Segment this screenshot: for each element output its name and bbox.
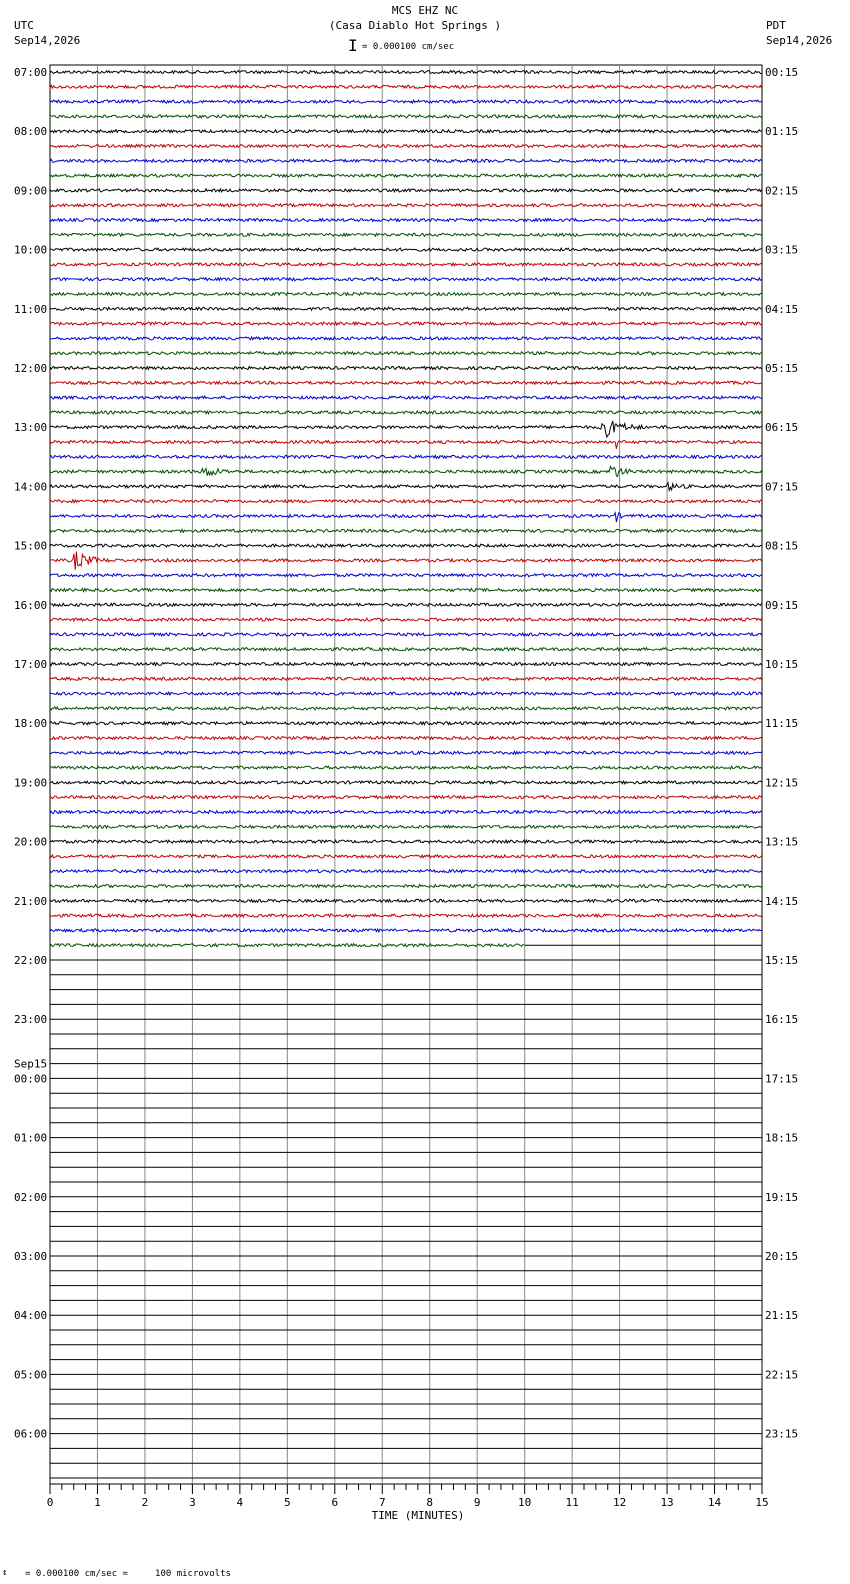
x-tick-label: 0 xyxy=(46,1496,54,1509)
right-time-label: 05:15 xyxy=(765,362,799,375)
left-time-label: 23:00 xyxy=(14,1013,48,1027)
seismic-trace-row xyxy=(50,396,762,399)
x-tick-label: 10 xyxy=(518,1496,532,1509)
right-time-label: 04:15 xyxy=(765,302,799,316)
x-tick-label: 2 xyxy=(141,1496,149,1509)
right-time-label: 22:15 xyxy=(765,1368,799,1382)
seismic-trace-row xyxy=(50,618,762,621)
right-time-label: 14:15 xyxy=(765,894,799,908)
left-time-label: 08:00 xyxy=(14,125,48,139)
seismic-trace-row xyxy=(50,781,762,784)
x-tick-label: 3 xyxy=(189,1496,196,1509)
seismic-trace-row xyxy=(50,589,762,592)
left-time-label: 04:00 xyxy=(14,1309,48,1323)
seismic-trace-row xyxy=(50,885,762,888)
seismic-trace-row xyxy=(50,574,762,577)
seismic-trace-row xyxy=(50,337,762,340)
right-time-label: 19:15 xyxy=(765,1190,799,1204)
seismic-trace-row xyxy=(50,233,762,236)
right-time-label: 08:15 xyxy=(765,539,799,553)
left-time-label: 22:00 xyxy=(14,954,48,967)
seismic-trace-row xyxy=(50,796,762,799)
seismic-trace-row xyxy=(50,174,762,177)
x-tick-label: 9 xyxy=(473,1496,481,1509)
seismic-trace-row xyxy=(50,71,762,74)
seismic-trace-row xyxy=(50,204,762,207)
seismic-trace-row xyxy=(50,603,762,606)
right-time-label: 12:15 xyxy=(765,776,799,790)
left-time-label: 10:00 xyxy=(14,243,48,257)
seismic-trace-row xyxy=(50,500,762,503)
x-tick-label: 14 xyxy=(707,1496,722,1509)
seismic-trace-row xyxy=(50,145,762,148)
x-tick-label: 13 xyxy=(660,1496,674,1509)
left-time-label: 20:00 xyxy=(14,835,48,849)
left-time-label: 00:00 xyxy=(14,1072,48,1086)
footer-scale-text: = 0.000100 cm/sec = 100 microvolts xyxy=(25,1569,231,1579)
seismic-trace-row xyxy=(50,421,762,437)
seismic-trace-row xyxy=(50,722,762,725)
left-time-label: 09:00 xyxy=(14,184,48,198)
seismic-trace-row xyxy=(50,293,762,296)
x-tick-label: 15 xyxy=(755,1496,769,1509)
x-tick-label: 7 xyxy=(378,1496,386,1509)
left-time-label: 17:00 xyxy=(14,658,48,671)
seismic-trace-row xyxy=(50,648,762,651)
x-tick-label: 8 xyxy=(426,1496,434,1509)
right-time-label: 11:15 xyxy=(765,717,799,731)
seismic-trace-row xyxy=(50,840,762,843)
seismic-trace-row xyxy=(50,737,762,740)
seismic-trace-row xyxy=(50,263,762,266)
seismic-trace-row xyxy=(50,929,762,932)
left-date-label: Sep15 xyxy=(14,1057,48,1071)
seismic-trace-row xyxy=(50,466,762,476)
left-time-label: 14:00 xyxy=(14,480,48,494)
x-tick-label: 5 xyxy=(284,1496,291,1509)
seismic-trace-row xyxy=(50,766,762,769)
seismic-trace-row xyxy=(50,411,762,414)
left-time-label: 02:00 xyxy=(14,1190,48,1204)
seismic-trace-row xyxy=(50,899,762,902)
x-tick-label: 11 xyxy=(565,1496,579,1509)
left-time-label: 21:00 xyxy=(14,894,48,908)
seismic-trace-row xyxy=(50,692,762,695)
right-time-label: 09:15 xyxy=(765,598,799,612)
right-time-label: 15:15 xyxy=(765,954,799,967)
right-time-label: 00:15 xyxy=(765,66,799,79)
right-time-label: 16:15 xyxy=(765,1013,799,1027)
right-timezone: PDT xyxy=(766,19,786,32)
seismic-trace-row xyxy=(50,751,762,754)
seismic-trace-row xyxy=(50,811,762,814)
seismic-trace-row xyxy=(50,529,762,532)
seismic-trace-row xyxy=(50,663,762,666)
seismic-trace-row xyxy=(50,455,762,458)
seismic-trace-row xyxy=(50,100,762,103)
scale-bar-icon: I xyxy=(348,36,358,55)
right-time-label: 02:15 xyxy=(765,184,799,198)
right-time-label: 17:15 xyxy=(765,1072,799,1086)
seismic-trace-row xyxy=(50,633,762,636)
left-time-label: 13:00 xyxy=(14,421,48,435)
seismic-trace-row xyxy=(50,825,762,828)
right-time-label: 01:15 xyxy=(765,125,799,139)
left-date: Sep14,2026 xyxy=(14,34,81,47)
seismic-trace-row xyxy=(50,483,762,491)
seismic-trace-row xyxy=(50,552,762,570)
right-time-label: 07:15 xyxy=(765,480,799,494)
seismic-trace-row xyxy=(50,352,762,355)
left-time-label: 07:00 xyxy=(14,66,48,79)
seismic-trace-row xyxy=(50,513,762,522)
left-time-label: 05:00 xyxy=(14,1368,48,1382)
seismic-trace-row xyxy=(50,307,762,310)
seismic-trace-row xyxy=(50,707,762,710)
station-name: (Casa Diablo Hot Springs ) xyxy=(328,19,502,32)
left-time-label: 06:00 xyxy=(14,1427,48,1441)
left-timezone: UTC xyxy=(14,19,34,32)
right-time-label: 13:15 xyxy=(765,835,799,849)
left-time-label: 18:00 xyxy=(14,717,48,731)
left-time-label: 01:00 xyxy=(14,1131,48,1145)
right-time-label: 23:15 xyxy=(765,1427,799,1441)
seismic-trace-row xyxy=(50,441,762,449)
right-time-label: 10:15 xyxy=(765,658,799,671)
seismic-trace-row xyxy=(50,870,762,873)
right-time-label: 21:15 xyxy=(765,1309,799,1323)
right-time-label: 18:15 xyxy=(765,1131,799,1145)
right-time-label: 03:15 xyxy=(765,243,799,257)
seismic-trace-row xyxy=(50,278,762,281)
x-tick-label: 6 xyxy=(331,1496,339,1509)
seismic-trace-row xyxy=(50,115,762,118)
seismic-trace-row xyxy=(50,159,762,162)
seismic-trace-row xyxy=(50,248,762,251)
left-time-label: 12:00 xyxy=(14,362,48,375)
seismic-trace-row xyxy=(50,677,762,680)
footer-scale-icon: ↕ xyxy=(2,1568,8,1578)
seismic-trace-row xyxy=(50,85,762,88)
seismic-trace-row xyxy=(50,544,762,547)
right-time-label: 20:15 xyxy=(765,1250,799,1263)
seismic-trace-row xyxy=(50,219,762,222)
seismic-trace-row xyxy=(50,367,762,370)
seismic-trace-row xyxy=(50,855,762,858)
seismic-trace-row xyxy=(50,130,762,133)
left-time-label: 16:00 xyxy=(14,598,48,612)
scale-label: = 0.000100 cm/sec xyxy=(362,42,455,52)
x-tick-label: 12 xyxy=(612,1496,627,1509)
right-time-label: 06:15 xyxy=(765,421,799,435)
seismic-trace-row xyxy=(50,914,762,917)
seismic-trace-row xyxy=(50,322,762,325)
right-date: Sep14,2026 xyxy=(766,34,833,47)
x-axis-label: TIME (MINUTES) xyxy=(371,1509,465,1522)
left-time-label: 19:00 xyxy=(14,776,48,790)
chart-title: MCS EHZ NC xyxy=(391,4,459,17)
left-time-label: 11:00 xyxy=(14,302,48,316)
seismic-trace-row xyxy=(50,189,762,192)
seismic-trace-row xyxy=(50,381,762,384)
left-time-label: 15:00 xyxy=(14,539,48,553)
x-tick-label: 1 xyxy=(94,1496,101,1509)
x-tick-label: 4 xyxy=(236,1496,244,1509)
left-time-label: 03:00 xyxy=(14,1250,48,1263)
